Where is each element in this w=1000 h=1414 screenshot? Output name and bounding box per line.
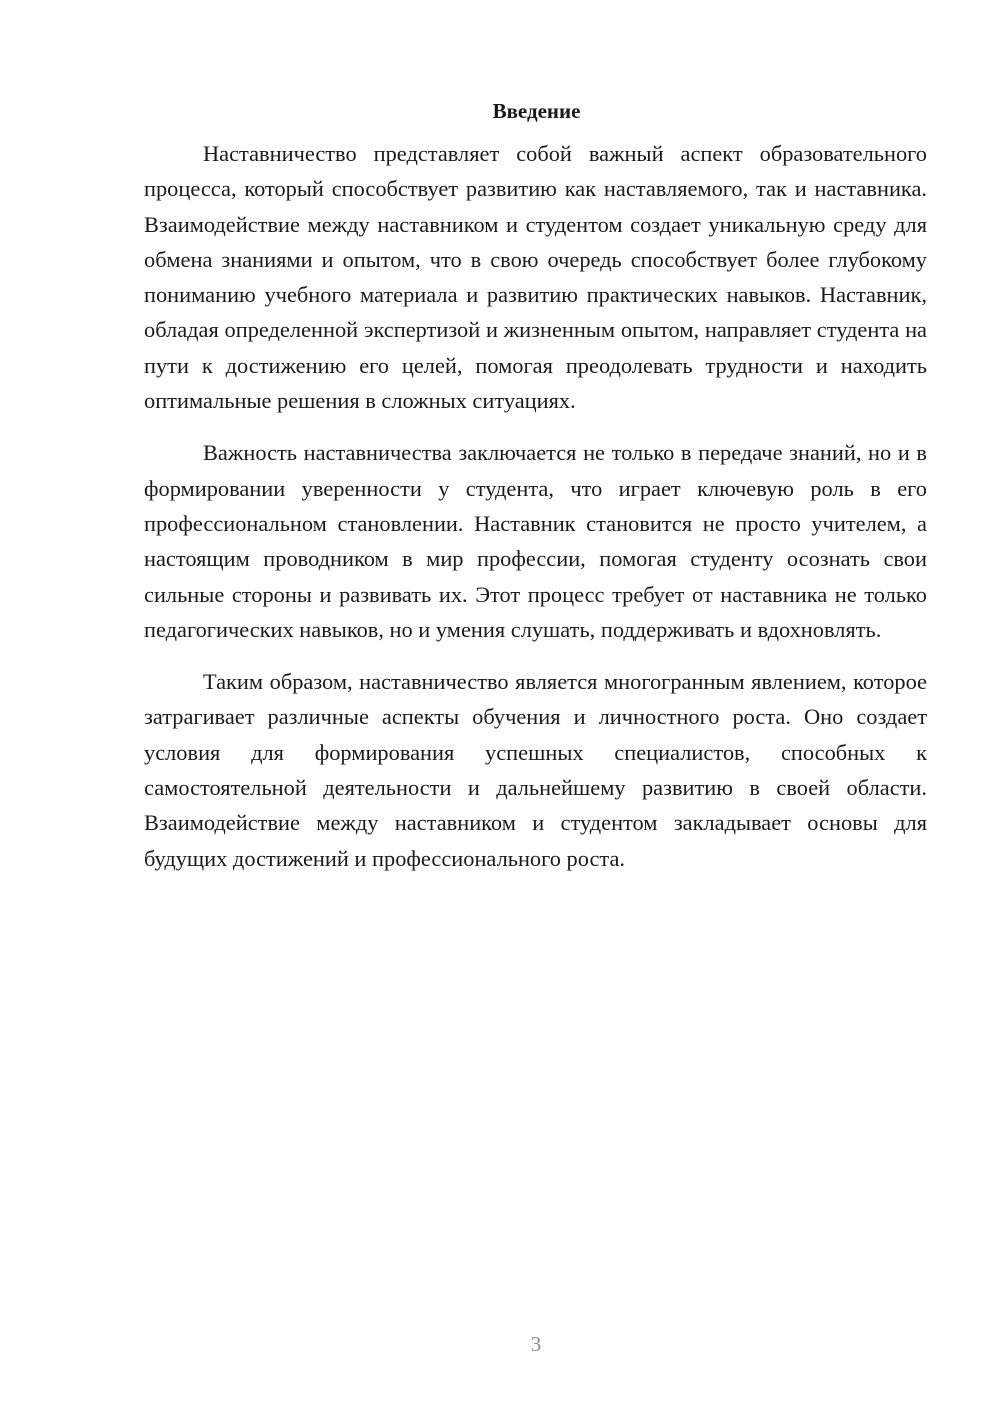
page-number: 3 (530, 1332, 542, 1356)
paragraph-importance: Важность наставничества заключается не только в передаче знаний, но и в формировании уверенности у студента, что играет ключевую роль в его профессиональном становлении. Наставник становится не просто учителем, а настоящим проводником в мир профессии, помогая студенту осознать свои сильные стороны и развивать их. Этот процесс требует от наставника не только педагогических навыков, но и умения слушать, поддерживать и вдохновлять. (144, 440, 927, 642)
section-heading: Введение (492, 99, 581, 123)
paragraph-conclusion: Таким образом, наставничество является многогранным явлением, которое затрагивает различные аспекты обучения и личностного роста. Оно создает условия для формирования успешных специалистов, способных к самостоятельной деятельности и дальнейшему развитию в своей области. Взаимодействие между наставником и студентом закладывает основы для будущих достижений и профессионального роста. (144, 669, 927, 871)
document-body (144, 96, 927, 893)
paragraph-intro: Наставничество представляет собой важный аспект образовательного процесса, который способствует развитию как наставляемого, так и наставника. Взаимодействие между наставником и студентом создает уникальную среду для обмена знаниями и опытом, что в свою очередь способствует более глубокому пониманию учебного материала и развитию практических навыков. Наставник, обладая определенной экспертизой и жизненным опытом, направляет студента на пути к достижению его целей, помогая преодолевать трудности и находить оптимальные решения в сложных ситуациях. (144, 141, 927, 414)
